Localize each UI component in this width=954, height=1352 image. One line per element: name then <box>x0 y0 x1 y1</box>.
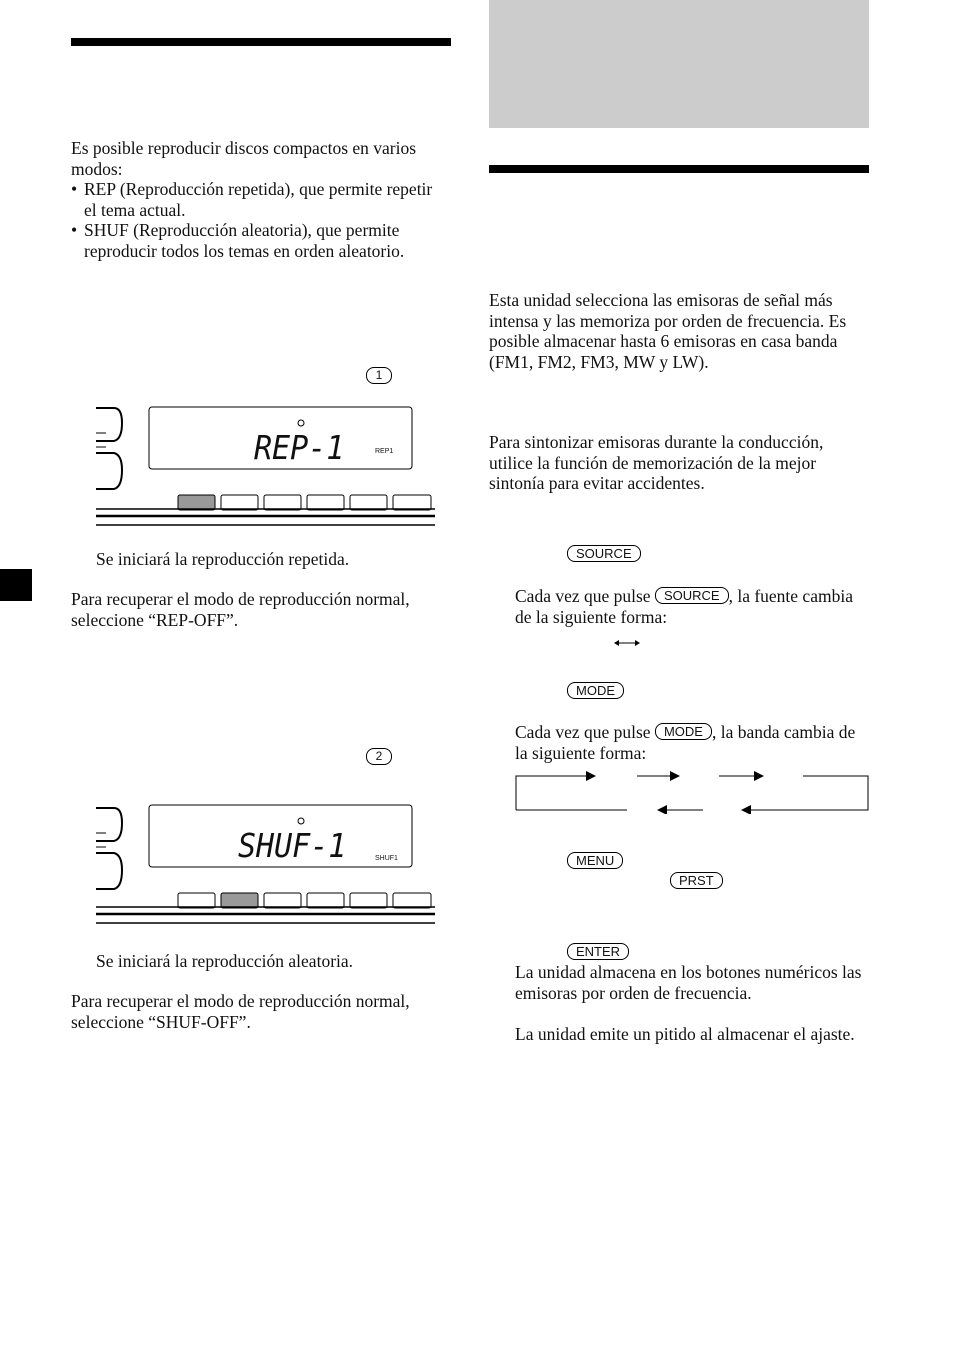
header-gray-box <box>489 0 869 128</box>
source-key-label: SOURCE <box>567 545 641 562</box>
shuf-restore-text: Para recuperar el modo de reproducción normal, seleccione “SHUF-OFF”. <box>71 991 410 1032</box>
intro-text: Es posible reproducir discos compactos en varios modos: <box>71 138 417 179</box>
source-instruction <box>515 586 867 627</box>
menu-key-label: MENU <box>567 852 623 869</box>
safety-paragraph: Para sintonizar emisoras durante la conducción, utilice la función de memorización de la mejor sintonía para evitar accidentes. <box>489 432 824 493</box>
section-rule-right <box>489 165 869 173</box>
step-mode-key-row <box>567 682 624 702</box>
display-main-rep: REP-1 <box>254 429 345 468</box>
bullet-rep: • REP (Reproducción repetida), que permite repetir el tema actual. <box>71 179 447 220</box>
mode-instruction <box>515 722 867 763</box>
band-cycle-diagram <box>513 770 873 814</box>
prst-key-row <box>670 872 723 892</box>
shuf-started-text: Se iniciará la reproducción aleatoria. <box>96 951 354 971</box>
source-post-text: , la fuente cambia de la siguiente forma: <box>515 586 853 627</box>
enter-result-text: La unidad almacena en los botones numéricos las emisoras por orden de frecuencia. <box>515 962 862 1003</box>
mode-key-label: MODE <box>567 682 624 699</box>
display-main-shuf: SHUF-1 <box>238 827 347 866</box>
rep-restore-text: Para recuperar el modo de reproducción normal, seleccione “REP-OFF”. <box>71 589 410 630</box>
source-key-inline: SOURCE <box>655 587 729 604</box>
prst-key-label: PRST <box>670 872 723 889</box>
mode-bullet-list <box>71 179 447 261</box>
mode-post-text: , la banda cambia de la siguiente forma: <box>515 722 856 763</box>
bidirectional-arrow-icon <box>614 638 640 648</box>
page-side-tab <box>0 569 32 601</box>
bullet-shuf: • SHUF (Reproducción aleatoria), que permite reproducir todos los temas en orden aleatorio. <box>71 220 447 261</box>
enter-key-label: ENTER <box>567 943 629 960</box>
mode-key-inline: MODE <box>655 723 712 740</box>
enter-beep-text: La unidad emite un pitido al almacenar el ajaste. <box>515 1024 855 1044</box>
step-enter-key-row <box>567 943 629 963</box>
display-small-rep: REP1 <box>375 448 394 455</box>
intro-paragraph: Esta unidad selecciona las emisoras de señal más intensa y las memoriza por orden de frecuencia. Es posible almacenar hasta 6 emisoras en casa banda (FM1, FM2, FM3, MW y LW). <box>489 290 847 372</box>
step-menu-key-row <box>567 852 623 872</box>
rep-started-text: Se iniciará la reproducción repetida. <box>96 549 350 569</box>
source-pre-text: Cada vez que pulse <box>515 586 655 606</box>
section-rule-left <box>71 38 451 46</box>
mode-pre-text: Cada vez que pulse <box>515 722 655 742</box>
step-source-key-row <box>567 545 641 565</box>
step-number-2: 2 <box>366 748 392 765</box>
display-small-shuf: SHUF1 <box>375 855 398 862</box>
step-number-1: 1 <box>366 367 392 384</box>
